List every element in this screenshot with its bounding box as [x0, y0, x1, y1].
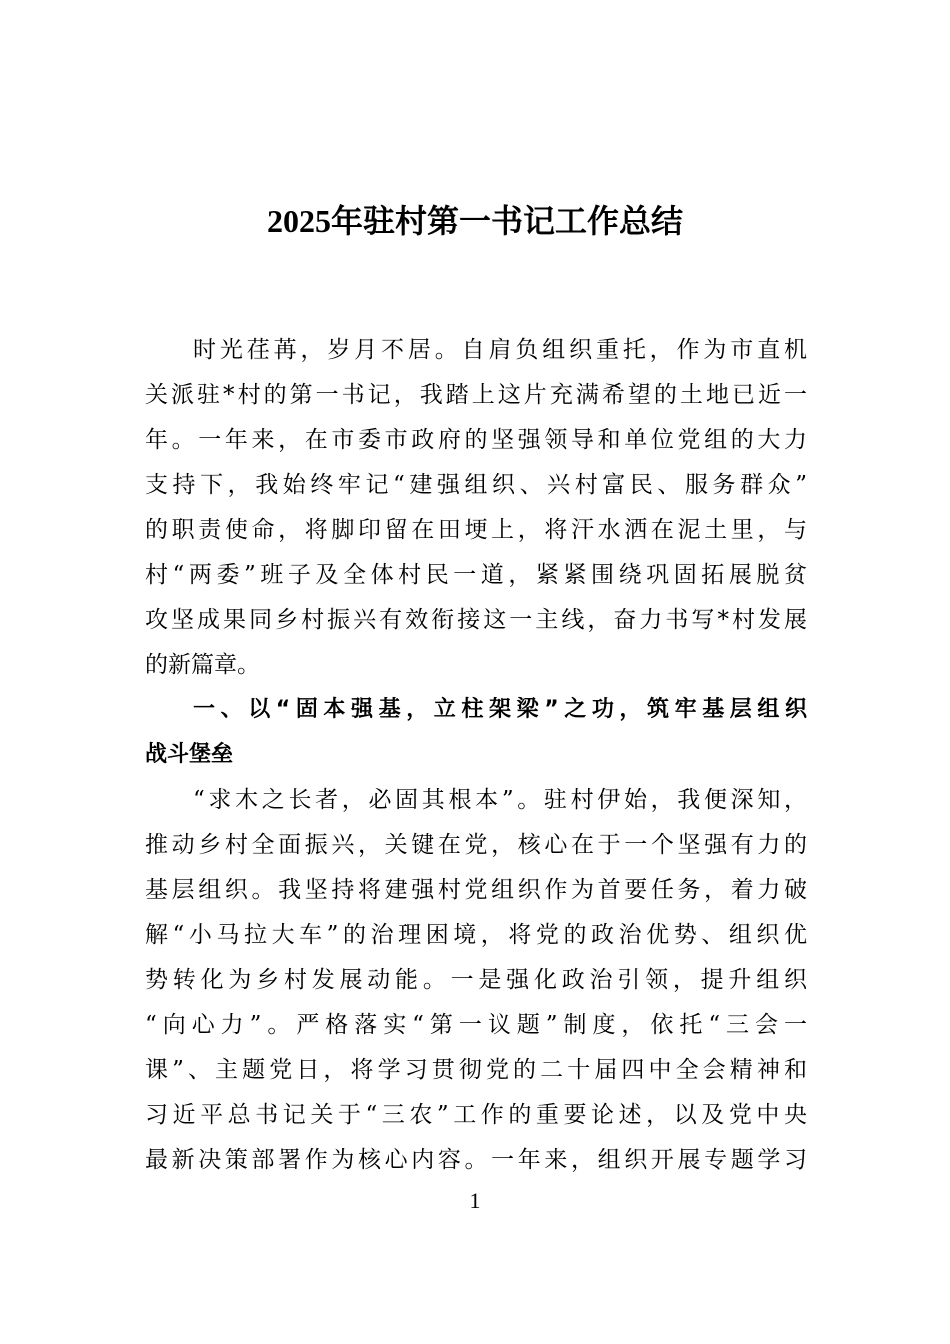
text-line: 最新决策部署作为核心内容。一年来，组织开展专题学习: [145, 1147, 807, 1173]
text-line: 攻坚成果同乡村振兴有效衔接这一主线，奋力书写*村发展: [145, 607, 807, 633]
page-number: 1: [469, 1188, 481, 1213]
text-line: “求木之长者，必固其根本”。驻村伊始，我便深知，: [193, 787, 807, 813]
text-line: 势转化为乡村发展动能。一是强化政治引领，提升组织: [145, 967, 807, 993]
text-line: 村“两委”班子及全体村民一道，紧紧围绕巩固拓展脱贫: [145, 562, 807, 588]
document-body: [145, 330, 807, 1185]
text-line: 基层组织。我坚持将建强村党组织作为首要任务，着力破: [145, 877, 807, 903]
paragraph-intro: [145, 330, 807, 690]
section-heading-1: [145, 690, 807, 780]
text-line: 关派驻*村的第一书记，我踏上这片充满希望的土地已近一: [145, 382, 807, 408]
text-line: “向心力”。严格落实“第一议题”制度，依托“三会一: [145, 1012, 807, 1038]
document-title: 2025年驻村第一书记工作总结: [266, 203, 683, 239]
text-line: 的新篇章。: [145, 652, 260, 678]
text-line: 解“小马拉大车”的治理困境，将党的政治优势、组织优: [145, 922, 807, 948]
heading-line: 一、以“固本强基，立柱架梁”之功，筑牢基层组织: [193, 697, 807, 722]
paragraph-section-1: [145, 780, 807, 1185]
text-line: 时光荏苒，岁月不居。自肩负组织重托，作为市直机: [193, 337, 807, 363]
text-line: 支持下，我始终牢记“建强组织、兴村富民、服务群众”: [145, 472, 807, 498]
text-line: 的职责使命，将脚印留在田埂上，将汗水洒在泥土里，与: [145, 517, 807, 543]
text-line: 年。一年来，在市委市政府的坚强领导和单位党组的大力: [145, 427, 807, 453]
heading-line: 战斗堡垒: [145, 742, 234, 767]
text-line: 推动乡村全面振兴，关键在党，核心在于一个坚强有力的: [145, 832, 807, 858]
text-line: 课”、主题党日，将学习贯彻党的二十届四中全会精神和: [145, 1057, 807, 1083]
text-line: 习近平总书记关于“三农”工作的重要论述，以及党中央: [145, 1102, 807, 1128]
